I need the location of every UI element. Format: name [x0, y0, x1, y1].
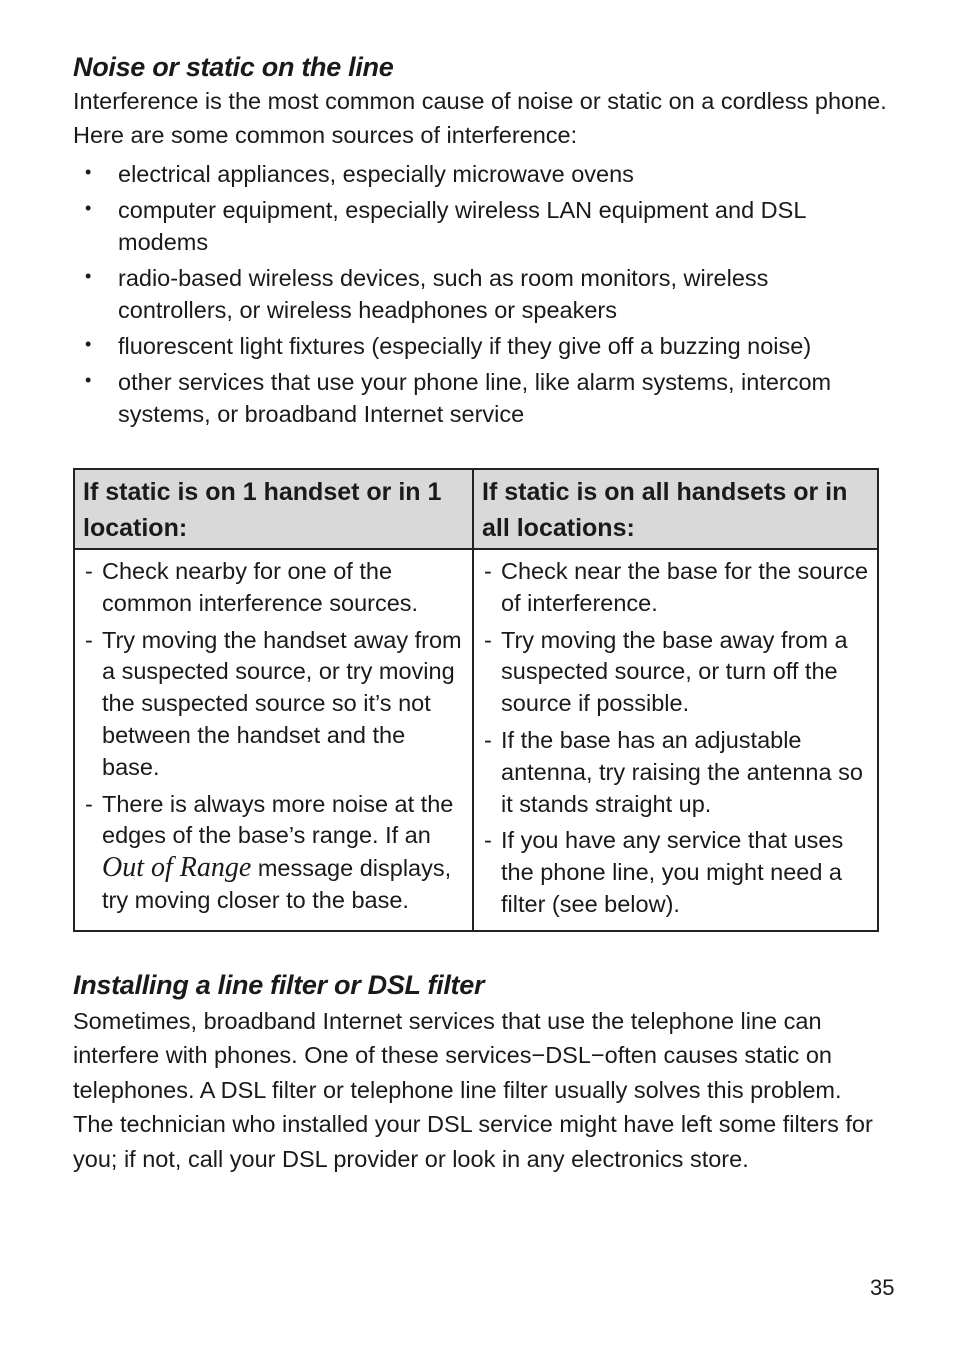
- list-item-text: If you have any service that uses the phone line, you might need a filter (see below).: [501, 827, 844, 917]
- out-of-range-message: Out of Range: [102, 852, 252, 884]
- intro-paragraph: Interference is the most common cause of noise or static on a cordless phone. Here are some common sources of interference:: [73, 88, 887, 148]
- section-title-noise: Noise or static on the line: [73, 52, 394, 82]
- list-item-text: If the base has an adjustable antenna, try raising the antenna so it stands straight up.: [501, 726, 863, 817]
- list-item-text: other services that use your phone line, like alarm systems, intercom systems, or broadband Internet service: [118, 369, 832, 427]
- list-item-text-after: message displays, try moving closer to the base.: [102, 855, 452, 913]
- list-item: [482, 825, 869, 920]
- list-item: [73, 194, 888, 258]
- list-item: [482, 556, 869, 620]
- page-content: [73, 50, 888, 1176]
- list-item: [73, 330, 888, 362]
- list-item: [73, 158, 888, 190]
- list-item-text: radio-based wireless devices, such as room monitors, wireless controllers, or wireless headphones or speakers: [118, 265, 769, 323]
- cell-all-handsets: [473, 549, 878, 931]
- cell-one-handset: [74, 549, 473, 931]
- page-number: 35: [870, 1275, 895, 1300]
- bullet-icon: •: [85, 162, 92, 182]
- list-item-text: Check nearby for one of the common interference sources.: [102, 558, 419, 616]
- bullet-icon: •: [85, 198, 92, 218]
- header-all-handsets: If static is on all handsets or in all locations:: [473, 469, 878, 549]
- dash-marker: -: [85, 558, 93, 584]
- dash-marker: -: [484, 726, 492, 753]
- list-item: [83, 625, 464, 784]
- list-item-text: Try moving the handset away from a suspected source, or try moving the suspected source so it’s not between the handset and the base.: [102, 626, 462, 780]
- dash-marker: -: [85, 790, 93, 817]
- list-item-text: Check near the base for the source of interference.: [501, 558, 869, 616]
- list-item: [482, 625, 869, 720]
- interference-sources-list: [73, 158, 888, 430]
- list-item: [73, 366, 888, 430]
- list-item: [482, 725, 869, 820]
- list-item-text: Try moving the base away from a suspected source, or turn off the source if possible.: [501, 626, 848, 717]
- dash-marker: -: [484, 558, 492, 584]
- list-item-text: electrical appliances, especially microwave ovens: [118, 161, 634, 187]
- list-item-text: fluorescent light fixtures (especially if they give off a buzzing noise): [118, 333, 812, 359]
- list-item-text-before: There is always more noise at the edges of the base’s range. If an: [102, 790, 454, 849]
- all-handsets-steps: [482, 556, 869, 921]
- table-header-row: [74, 469, 878, 549]
- list-item: [83, 556, 464, 620]
- table-row: [74, 549, 878, 931]
- section-title-dsl-filter: Installing a line filter or DSL filter: [73, 969, 485, 1000]
- dsl-filter-paragraph: Sometimes, broadband Internet services that use the telephone line can interfere with phones. One of these services−DSL−often causes static on telephones. A DSL filter or telephone line filter usually solves this problem. The technician who installed your DSL service might have left some filters for you; if not, call your DSL provider or look in any electronics store.: [73, 1007, 873, 1172]
- dash-marker: -: [484, 827, 492, 854]
- bullet-icon: •: [85, 266, 92, 286]
- dsl-filter-section: [73, 968, 888, 1177]
- list-item: [73, 262, 888, 326]
- bullet-icon: •: [85, 334, 92, 354]
- dash-marker: -: [484, 626, 492, 653]
- list-item: [83, 789, 464, 917]
- one-handset-steps: [83, 556, 464, 917]
- list-item-text: computer equipment, especially wireless LAN equipment and DSL modems: [118, 197, 806, 255]
- dash-marker: -: [85, 626, 93, 653]
- header-one-handset: If static is on 1 handset or in 1 location:: [74, 469, 473, 549]
- bullet-icon: •: [85, 370, 92, 390]
- static-troubleshooting-table: [73, 468, 879, 932]
